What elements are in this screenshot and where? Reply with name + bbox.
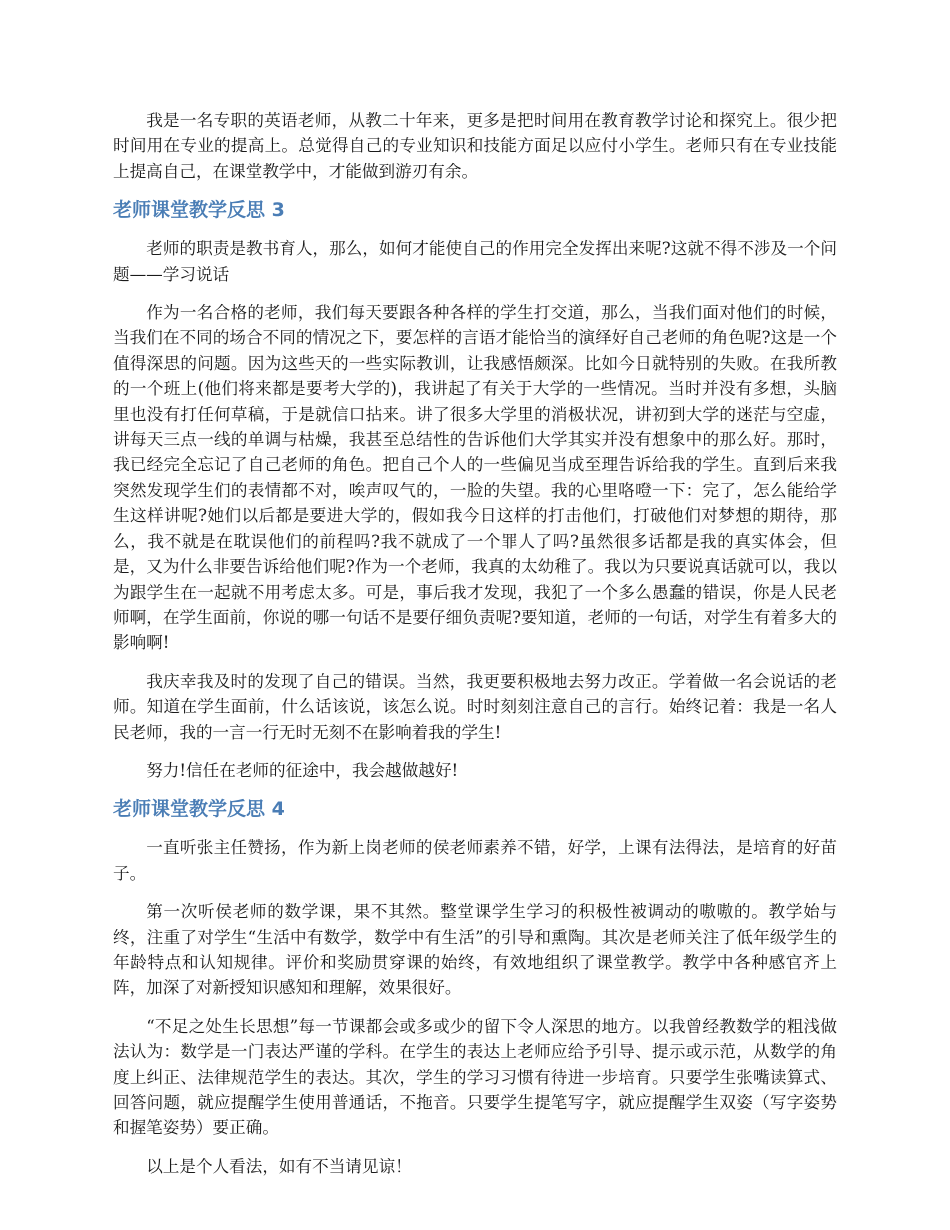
section4-paragraph-2: 第一次听侯老师的数学课，果不其然。整堂课学生学习的积极性被调动的嗷嗷的。教学始与终，注重了对学生“生活中有数学，数学中有生活”的引导和熏陶。其次是老师关注了低年级学生的年龄特点和认知规律。评价和奖励贯穿课的始终，有效地组织了课堂教学。教学中各种感官齐上阵，加深了对新授知识感知和理解，效果很好。 [113, 902, 837, 998]
section3-paragraph-2: 作为一名合格的老师，我们每天要跟各种各样的学生打交道，那么，当我们面对他们的时候，当我们在不同的场合不同的情况之下，要怎样的言语才能恰当的演绎好自己老师的角色呢?这是一个值得深思的问题。因为这些天的一些实际教训，让我感悟颇深。比如今日就特别的失败。在我所教的一个班上(他们将来都是要考大学的)，我讲起了有关于大学的一些情况。当时并没有多想，头脑里也没有打任何草稿，于是就信口拈来。讲了很多大学里的消极状况，讲初到大学的迷茫与空虚，讲每天三点一线的单调与枯燥，我甚至总结性的告诉他们大学其实并没有想象中的那么好。那时，我已经完全忘记了自己老师的角色。把自己个人的一些偏见当成至理告诉给我的学生。直到后来我突然发现学生们的表情都不对，唉声叹气的，一脸的失望。我的心里咯噔一下：完了，怎么能给学生这样讲呢?她们以后都是要进大学的，假如我今日这样的打击他们，打破他们对梦想的期待，那么，我不就是在耽误他们的前程吗?我不就成了一个罪人了吗?虽然很多话都是我的真实体会，但是，又为什么非要告诉给他们呢?作为一个老师，我真的太幼稚了。我以为只要说真话就可以，我以为跟学生在一起就不用考虑太多。可是，事后我才发现，我犯了一个多么愚蠢的错误，你是人民老师啊，在学生面前，你说的哪一句话不是要仔细负责呢?要知道，老师的一句话，对学生有着多大的影响啊! [113, 303, 837, 653]
section4-paragraph-1: 一直听张主任赞扬，作为新上岗老师的侯老师素养不错，好学，上课有法得法，是培育的好苗子。 [113, 838, 837, 883]
section-heading-3: 老师课堂教学反思 3 [113, 199, 285, 222]
section3-paragraph-1: 老师的职责是教书育人，那么，如何才能使自己的作用完全发挥出来呢?这就不得不涉及一个问题——学习说话 [113, 239, 837, 284]
section3-paragraph-4: 努力!信任在老师的征途中，我会越做越好! [146, 760, 459, 780]
section4-paragraph-3: “不足之处生长思想”每一节课都会或多或少的留下令人深思的地方。以我曾经教数学的粗浅做法认为：数学是一门表达严谨的学科。在学生的表达上老师应给予引导、提示或示范，从数学的角度上纠正、法律规范学生的表达。其次，学生的学习习惯有待进一步培育。只要学生张嘴读算式、回答问题，就应提醒学生使用普通话，不拖音。只要学生提笔写字，就应提醒学生双姿（写字姿势和握笔姿势）要正确。 [113, 1016, 837, 1138]
intro-paragraph-1: 我是一名专职的英语老师，从教二十年来，更多是把时间用在教育教学讨论和探究上。很少把时间用在专业的提高上。总觉得自己的专业知识和技能方面足以应付小学生。老师只有在专业技能上提高自己，在课堂教学中，才能做到游刃有余。 [113, 111, 837, 181]
section4-paragraph-4: 以上是个人看法，如有不当请见谅！ [146, 1156, 412, 1176]
section3-paragraph-3: 我庆幸我及时的发现了自己的错误。当然，我更要积极地去努力改正。学着做一名会说话的老师。知道在学生面前，什么话该说，该怎么说。时时刻刻注意自己的言行。始终记着：我是一名人民老师，我的一言一行无时无刻不在影响着我的学生! [113, 671, 837, 742]
section-heading-4: 老师课堂教学反思 4 [113, 798, 285, 821]
document-content [113, 108, 837, 1192]
